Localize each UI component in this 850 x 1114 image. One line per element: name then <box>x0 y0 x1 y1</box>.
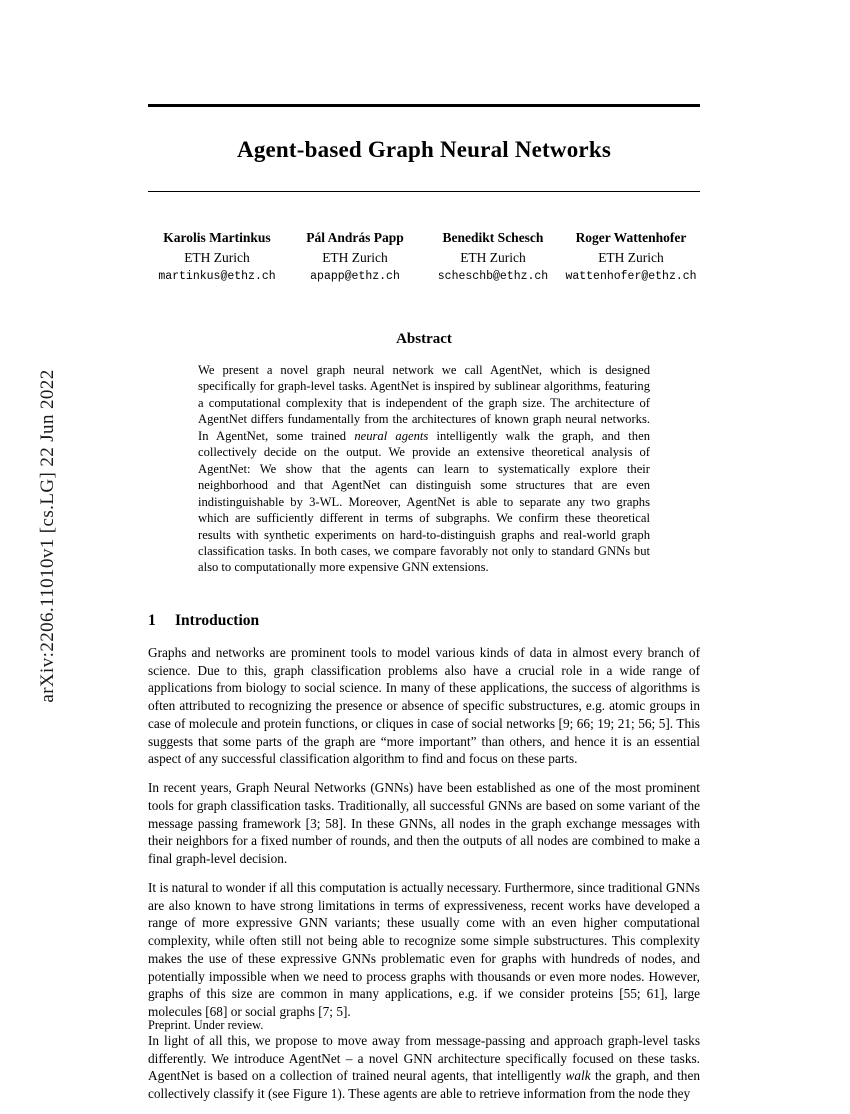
page-title: Agent-based Graph Neural Networks <box>237 137 611 162</box>
page-footer-note: Preprint. Under review. <box>148 1018 264 1032</box>
body-paragraph: Graphs and networks are prominent tools to model various kinds of data in almost every branch of science. Due to this, graph classification problems also have a crucial role in a wide range of applications from biology to social science. In many of these applications, the success of algorithms is often attributed to recognizing the presence or absence of specific substructures, e.g. atomic groups in case of molecule and protein functions, or cliques in case of social networks [9; 66; 19; 21; 56; 5]. This suggests that some parts of the graph are “more important” than others, and hence it is an essential aspect of any successful classification algorithm to find and focus on these parts. <box>148 644 700 767</box>
author-email: martinkus@ethz.ch <box>158 270 276 284</box>
title-rule-top <box>148 104 700 107</box>
author-affiliation: ETH Zurich <box>460 249 526 265</box>
section-number: 1 <box>148 611 156 629</box>
author-name: Karolis Martinkus <box>163 230 271 245</box>
body-paragraph: It is natural to wonder if all this computation is actually necessary. Furthermore, since traditional GNNs are also known to have strong limitations in terms of expressiveness, recent works have developed a range of more expressive GNN variants; these usually come with an even higher computational complexity, while often still not being able to recognize some simple substructures. This complexity makes the use of these expressive GNNs problematic even for graphs with hundreds of nodes, and potentially impossible when we need to process graphs with thousands or even more nodes. However, graphs of this size are common in many applications, e.g. if we consider proteins [55; 61], large molecules [68] or social graphs [7; 5]. <box>148 879 700 1020</box>
author-block <box>148 228 286 287</box>
author-affiliation: ETH Zurich <box>322 249 388 265</box>
body-paragraph: In recent years, Graph Neural Networks (GNNs) have been established as one of the most prominent tools for graph classification tasks. Traditionally, all successful GNNs are based on some variant of the message passing framework [3; 58]. In these GNNs, all nodes in the graph exchange messages with their neighbors for a fixed number of rounds, and then the outputs of all nodes are combined to make a final graph-level decision. <box>148 780 700 867</box>
author-block <box>562 228 700 287</box>
author-name: Pál András Papp <box>306 230 404 245</box>
body-paragraph: In light of all this, we propose to move away from message-passing and approach graph-level tasks differently. We introduce AgentNet – a novel GNN architecture specifically focused on these tasks. AgentNet is based on a collection of trained neural agents, that intelligently walk the graph, and then collectively classify it (see Figure 1). These agents are able to retrieve information from the node they <box>148 1032 701 1102</box>
abstract-text: We present a novel graph neural network we call AgentNet, which is designed specifically for graph-level tasks. AgentNet is inspired by sublinear algorithms, featuring a computational complexity that is independent of the graph size. The architecture of AgentNet differs fundamentally from the architectures of known graph neural networks. In AgentNet, some trained neural agents intelligently walk the graph, and then collectively decide on the output. We provide an extensive theoretical analysis of AgentNet: We show that the agents can learn to systematically explore their neighborhood and that AgentNet can distinguish some structures that are even indistinguishable by 3-WL. Moreover, AgentNet is able to separate any two graphs which are sufficiently different in terms of subgraphs. We confirm these theoretical results with synthetic experiments on hard-to-distinguish graphs and real-world graph classification tasks. In both cases, we compare favorably not only to standard GNNs but also to computationally more expensive GNN extensions. <box>198 362 650 575</box>
author-affiliation: ETH Zurich <box>598 249 664 265</box>
author-list <box>148 228 700 287</box>
paper-content <box>148 104 700 1114</box>
abstract-heading: Abstract <box>396 330 452 347</box>
author-name: Roger Wattenhofer <box>575 230 687 245</box>
author-email: wattenhofer@ethz.ch <box>565 270 697 284</box>
author-block <box>286 228 424 287</box>
author-name: Benedikt Schesch <box>442 230 544 245</box>
section-title: Introduction <box>175 611 260 629</box>
author-affiliation: ETH Zurich <box>184 249 250 265</box>
title-rule-bottom <box>148 191 700 192</box>
arxiv-identifier-stamp: arXiv:2206.11010v1 [cs.LG] 22 Jun 2022 <box>37 369 58 703</box>
author-email: scheschb@ethz.ch <box>437 270 549 284</box>
author-block <box>424 228 562 287</box>
section-heading-introduction <box>148 612 700 630</box>
author-email: apapp@ethz.ch <box>310 270 400 284</box>
